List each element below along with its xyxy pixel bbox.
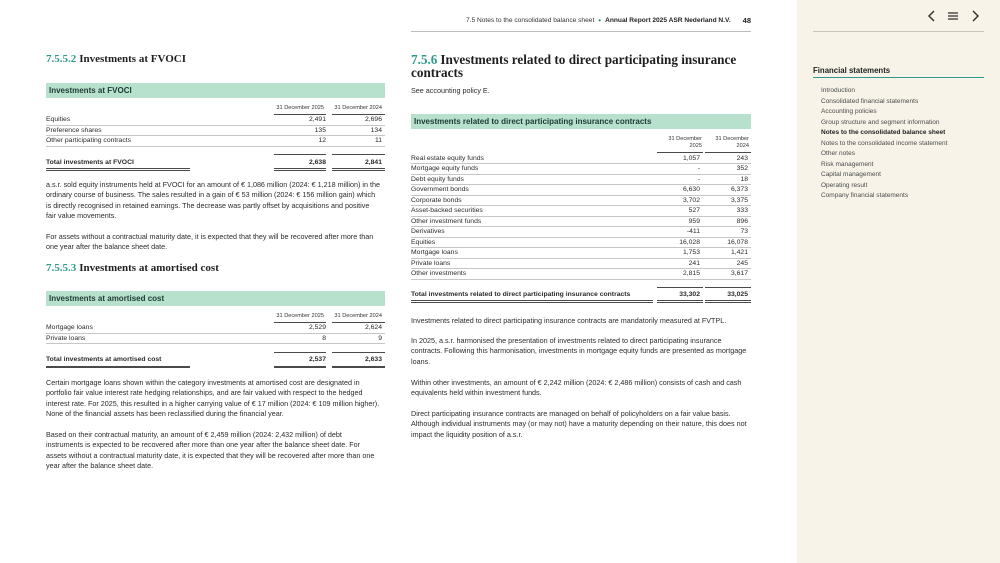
- nav-item-notes-balance-sheet[interactable]: Notes to the consolidated balance sheet: [821, 129, 946, 136]
- menu-icon[interactable]: [945, 8, 961, 24]
- total-double-rule: [274, 168, 326, 171]
- direct-col-2024: [707, 136, 749, 150]
- row-value-2024: 2,696: [364, 116, 382, 124]
- row-label: Mortgage equity funds: [411, 165, 479, 173]
- total-rule: [705, 287, 751, 288]
- row-value-2025: 8: [322, 334, 326, 342]
- total-rule: [274, 352, 326, 353]
- direct-paragraph-1: Investments related to direct participating insurance contracts are mandatorily measured at FVTPL.: [411, 316, 727, 325]
- table-total-row: [411, 289, 751, 300]
- amortised-table-banner: Investments at amortised cost: [46, 291, 385, 306]
- row-value-2024: 333: [736, 207, 748, 215]
- row-value-2025: -411: [686, 228, 700, 236]
- table-row: [411, 185, 751, 196]
- table-row: [411, 227, 751, 238]
- direct-col-2025-line2: 2025: [689, 143, 702, 149]
- nav-title-underline: [813, 77, 984, 78]
- table-row: [411, 248, 751, 259]
- row-value-2024: 3,617: [730, 270, 748, 278]
- total-rule: [657, 287, 703, 288]
- row-value-2024: 2,624: [364, 324, 382, 332]
- header-section[interactable]: 7.5 Notes to the consolidated balance sheet: [465, 16, 595, 24]
- nav-item-accounting-policies[interactable]: Accounting policies: [821, 108, 877, 115]
- direct-table: [411, 135, 751, 301]
- total-double-rule: [274, 366, 326, 369]
- table-row: [411, 175, 751, 186]
- row-label: Equities: [46, 116, 71, 124]
- page-number: 48: [742, 15, 751, 25]
- row-label: Real estate equity funds: [411, 154, 484, 162]
- nav-item-other-notes[interactable]: Other notes: [821, 150, 855, 157]
- nav-item-group-structure[interactable]: Group structure and segment information: [821, 118, 940, 126]
- direct-accounting-policy-ref: See accounting policy E.: [411, 86, 490, 95]
- total-value-2024: 2,633: [364, 356, 382, 364]
- total-value-2025: 2,638: [308, 158, 326, 166]
- nav-item-operating-result[interactable]: Operating result: [821, 181, 868, 189]
- row-label: Private loans: [46, 334, 86, 342]
- fvoci-paragraph-1: a.s.r. sold equity instruments held at FVOCI for an amount of € 1,086 million (2024: € 1,218 million) in the ordinary course of business. The sales resulted in a gain of € 53 million (2024: € 156 million gain) which is directly recognised in retained earnings. The decrease was partly offset by acquisitions and positive fair value movements.: [46, 180, 380, 221]
- amortised-paragraph-1: Certain mortgage loans shown within the category investments at amortised cost are designated in portfolio fair value interest rate hedging relationships, and are fair valued with respect to the hedged interest rate. For 2025, this resulted in a higher carrying value of € 17 million (2024: € 109 million higher). None of the financial assets has been reclassified during the financial year.: [46, 378, 380, 419]
- row-value-2024: 9: [378, 334, 382, 342]
- table-row: [411, 154, 751, 165]
- fvoci-col-2025: 31 December 2025: [276, 105, 324, 111]
- row-value-2025: 2,491: [308, 116, 326, 124]
- total-rule: [274, 154, 326, 155]
- row-value-2025: 1,753: [682, 249, 700, 257]
- fvoci-heading-title: Investments at FVOCI: [79, 53, 186, 65]
- row-value-2024: 73: [740, 228, 748, 236]
- total-double-rule: [46, 168, 190, 171]
- total-rule: [332, 352, 385, 353]
- total-double-rule: [705, 300, 751, 303]
- row-value-2025: 527: [688, 207, 700, 215]
- total-double-rule: [332, 168, 385, 171]
- row-label: Asset-backed securities: [411, 207, 483, 215]
- row-label: Other participating contracts: [46, 137, 132, 145]
- amortised-col-2025: 31 December 2025: [276, 313, 324, 319]
- row-label: Corporate bonds: [411, 196, 462, 204]
- total-rule: [332, 154, 385, 155]
- row-value-2025: -: [697, 175, 700, 183]
- row-value-2024: 6,373: [730, 186, 748, 194]
- row-value-2025: 959: [688, 217, 700, 225]
- chevron-right-icon[interactable]: [967, 8, 983, 24]
- row-value-2025: 12: [318, 137, 326, 145]
- row-label: Other investments: [411, 270, 467, 278]
- fvoci-heading: [46, 53, 186, 65]
- header-report-title: Annual Report 2025 ASR Nederland N.V.: [605, 16, 731, 24]
- row-label: Mortgage loans: [411, 249, 458, 257]
- row-label: Preference shares: [46, 126, 102, 134]
- nav-section-title[interactable]: Financial statements: [813, 66, 891, 75]
- table-row: [411, 259, 751, 270]
- row-value-2025: 2,529: [308, 324, 326, 332]
- total-double-rule: [657, 300, 703, 303]
- table-row: [411, 164, 751, 175]
- fvoci-table: [46, 103, 385, 168]
- direct-paragraph-2: In 2025, a.s.r. harmonised the presentation of investments related to direct participating insurance contracts. Following this harmonisation, investments in mortgage equity funds are presented as mortgage loans.: [411, 336, 747, 366]
- row-value-2024: 352: [736, 165, 748, 173]
- nav-item-risk-management[interactable]: Risk management: [821, 160, 874, 168]
- fvoci-col-2024: 31 December 2024: [334, 105, 382, 111]
- row-label: Debt equity funds: [411, 175, 464, 183]
- table-total-row: [46, 157, 385, 168]
- row-value-2024: 134: [370, 126, 382, 134]
- chevron-left-icon[interactable]: [924, 8, 940, 24]
- direct-col-2025: [660, 136, 702, 150]
- row-value-2024: 18: [740, 175, 748, 183]
- row-label: Mortgage loans: [46, 324, 93, 332]
- fvoci-paragraph-2: For assets without a contractual maturity date, it is expected that they will be recovered after more than one year after the balance sheet date.: [46, 232, 374, 252]
- total-value-2025: 33,302: [679, 290, 700, 298]
- direct-heading-number: 7.5.6: [411, 52, 438, 67]
- row-value-2024: 243: [736, 154, 748, 162]
- row-label: Other investment funds: [411, 217, 482, 225]
- nav-item-introduction[interactable]: Introduction: [821, 87, 855, 94]
- direct-col-2024-line2: 2024: [736, 143, 749, 149]
- nav-list: [821, 86, 947, 202]
- direct-col-2024-line1: 31 December: [715, 136, 749, 142]
- row-value-2024: 245: [736, 259, 748, 267]
- total-label: Total investments at amortised cost: [46, 356, 162, 364]
- amortised-heading: [46, 262, 219, 274]
- nav-item-company-financial-statements[interactable]: Company financial statements: [821, 192, 909, 199]
- row-value-2024: 1,421: [730, 249, 748, 257]
- direct-paragraph-4: Direct participating insurance contracts are managed on behalf of policyholders on a fair value basis. Although individual instruments may (or may not) have a maturity depending on their nature, this does not impact the liquidity position of a.s.r.: [411, 409, 747, 439]
- nav-item-consolidated-financial-statements[interactable]: Consolidated financial statements: [821, 97, 919, 105]
- row-value-2024: 11: [374, 137, 382, 145]
- direct-heading-title: Investments related to direct participating insurance contracts: [411, 52, 737, 80]
- nav-top-divider: [813, 31, 984, 32]
- table-total-row: [46, 355, 385, 366]
- navigation-panel: [797, 0, 1000, 563]
- row-value-2024: 16,078: [727, 238, 748, 246]
- fvoci-table-banner: Investments at FVOCI: [46, 83, 385, 98]
- direct-paragraph-3: Within other investments, an amount of € 2,242 million (2024: € 2,486 million) consists of cash and cash equivalents held within investment funds.: [411, 378, 742, 398]
- row-label: Private loans: [411, 259, 451, 267]
- direct-heading: [411, 53, 756, 79]
- row-label: Government bonds: [411, 186, 469, 194]
- row-value-2025: 16,028: [679, 238, 700, 246]
- amortised-table: [46, 311, 385, 369]
- row-value-2025: 135: [314, 126, 326, 134]
- table-row: [46, 115, 385, 126]
- page-header: [465, 13, 751, 27]
- total-double-rule: [332, 366, 385, 369]
- row-value-2025: 241: [688, 259, 700, 267]
- table-row: [46, 323, 385, 334]
- total-value-2024: 33,025: [727, 290, 748, 298]
- amortised-col-2024: 31 December 2024: [334, 313, 382, 319]
- row-value-2025: 2,815: [682, 270, 700, 278]
- total-label: Total investments at FVOCI: [46, 158, 134, 166]
- total-value-2025: 2,537: [308, 356, 326, 364]
- table-row: [46, 126, 385, 137]
- table-row: [411, 269, 751, 280]
- row-label: Derivatives: [411, 228, 445, 236]
- table-row: [411, 196, 751, 207]
- direct-col-2025-line1: 31 December: [668, 136, 702, 142]
- total-label: Total investments related to direct participating insurance contracts: [411, 290, 631, 298]
- total-double-rule: [411, 300, 653, 303]
- direct-table-banner: Investments related to direct participating insurance contracts: [411, 114, 751, 129]
- row-value-2025: 1,057: [682, 154, 700, 162]
- table-row: [46, 136, 385, 147]
- row-value-2025: 6,630: [682, 186, 700, 194]
- fvoci-heading-number: 7.5.5.2: [46, 53, 77, 65]
- total-double-rule: [46, 366, 190, 369]
- table-row: [411, 217, 751, 228]
- row-label: Equities: [411, 238, 436, 246]
- amortised-paragraph-2: Based on their contractual maturity, an amount of € 2,459 million (2024: 2,432 million) of debt instruments is expected to be recovered after more than one year after the balance sheet date. For assets without a contractual maturity date, it is expected that they will be recovered after more than one year after the balance sheet date.: [46, 430, 375, 471]
- total-value-2024: 2,841: [364, 158, 382, 166]
- nav-item-capital-management[interactable]: Capital management: [821, 171, 881, 178]
- nav-item-notes-income-statement[interactable]: Notes to the consolidated income statement: [821, 139, 948, 147]
- header-divider: [411, 31, 751, 32]
- row-value-2024: 896: [736, 217, 748, 225]
- table-row: [411, 238, 751, 249]
- row-value-2025: 3,702: [682, 196, 700, 204]
- row-value-2024: 3,375: [730, 196, 748, 204]
- table-row: [46, 334, 385, 345]
- amortised-heading-number: 7.5.5.3: [46, 262, 77, 274]
- row-value-2025: -: [697, 165, 700, 173]
- bullet-icon: •: [598, 15, 602, 25]
- table-row: [411, 206, 751, 217]
- amortised-heading-title: Investments at amortised cost: [79, 262, 219, 274]
